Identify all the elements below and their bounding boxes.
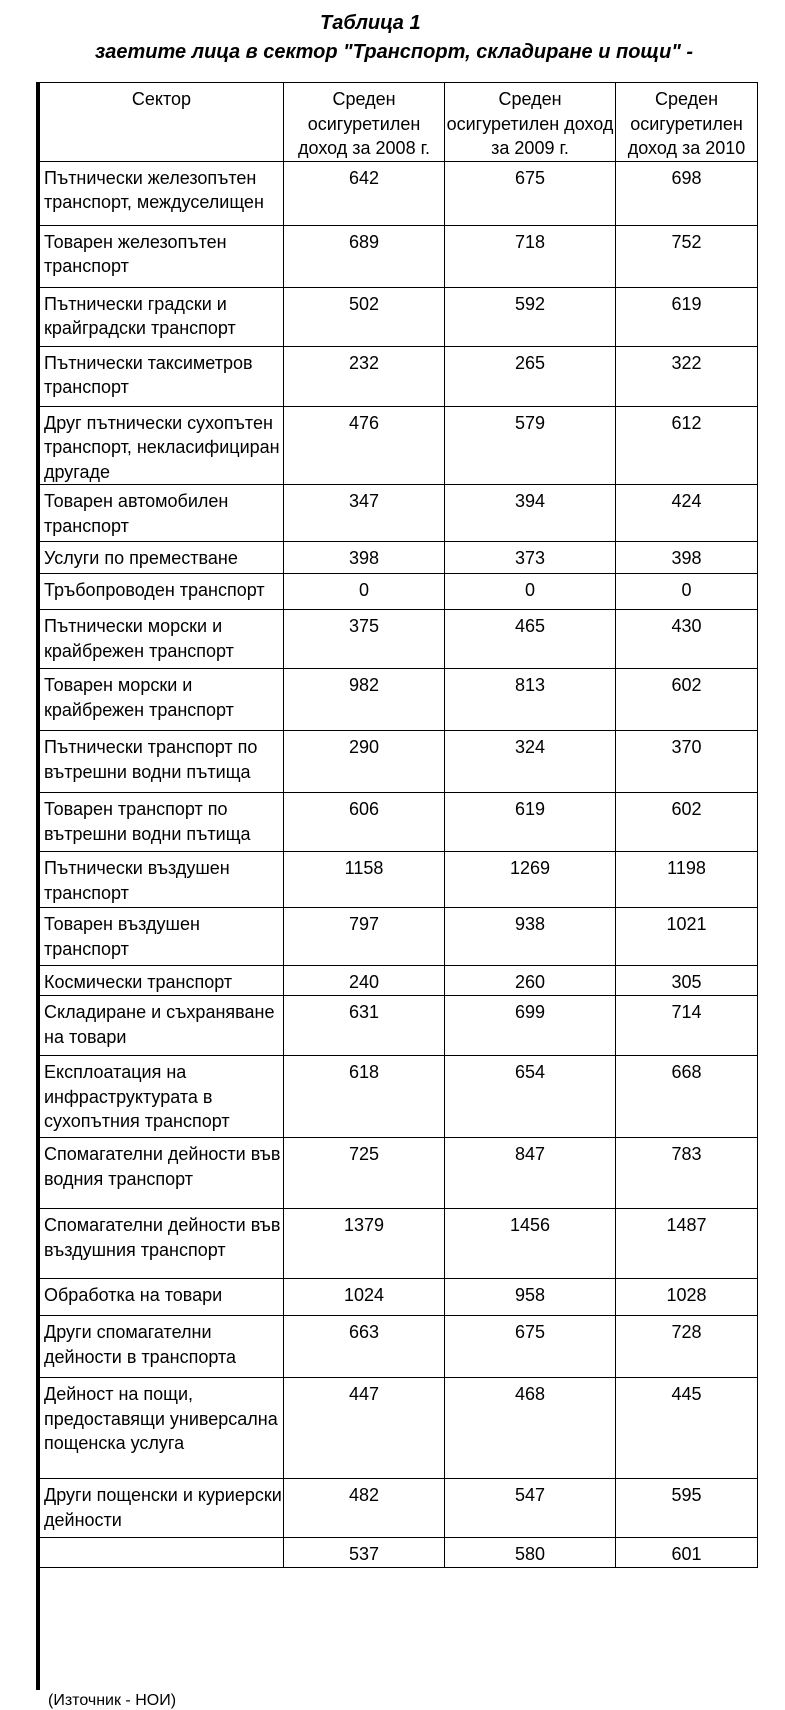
value-2010-cell: 728 — [616, 1316, 758, 1378]
table-row — [40, 161, 758, 225]
value-2009-cell: 579 — [445, 406, 616, 485]
value-2008-cell: 663 — [284, 1316, 445, 1378]
value-2010-cell: 619 — [616, 287, 758, 346]
value-2010-cell: 783 — [616, 1138, 758, 1209]
sector-cell: Товарен железопътен транспорт — [40, 225, 284, 287]
table-row — [40, 406, 758, 485]
sector-cell: Услуги по преместване — [40, 542, 284, 574]
sector-cell: Пътнически морски и крайбрежен транспорт — [40, 610, 284, 669]
value-2009-cell: 1269 — [445, 852, 616, 908]
header-2010: Среден осигуретилен доход за 2010 — [616, 83, 758, 162]
value-2010-cell: 698 — [616, 161, 758, 225]
sector-cell: Складиране и съхраняване на товари — [40, 996, 284, 1056]
table-title: Таблица 1 — [320, 12, 421, 34]
value-2010-cell: 1021 — [616, 908, 758, 966]
table-row — [40, 908, 758, 966]
header-row — [40, 83, 758, 162]
value-2009-cell: 265 — [445, 346, 616, 406]
totals-row — [40, 1538, 758, 1568]
value-2009-cell: 675 — [445, 1316, 616, 1378]
value-2009-cell: 465 — [445, 610, 616, 669]
value-2010-cell: 752 — [616, 225, 758, 287]
value-2009-cell: 699 — [445, 996, 616, 1056]
sector-cell: Товарен морски и крайбрежен транспорт — [40, 669, 284, 731]
value-2010-cell: 430 — [616, 610, 758, 669]
value-2008-cell: 797 — [284, 908, 445, 966]
value-2009-cell: 394 — [445, 485, 616, 542]
table-row — [40, 574, 758, 610]
sector-cell: Дейност на пощи, предоставящи универсална пощенска услуга — [40, 1378, 284, 1479]
value-2009-cell: 0 — [445, 574, 616, 610]
totals-label-cell — [40, 1538, 284, 1568]
value-2009-cell: 718 — [445, 225, 616, 287]
sector-cell: Пътнически градски и крайградски транспорт — [40, 287, 284, 346]
value-2009-cell: 373 — [445, 542, 616, 574]
table-row — [40, 610, 758, 669]
table-subtitle: заетите лица в сектор "Транспорт, складиране и пощи" - — [95, 41, 694, 63]
value-2008-cell: 606 — [284, 793, 445, 852]
table-row — [40, 542, 758, 574]
sector-cell: Товарен автомобилен транспорт — [40, 485, 284, 542]
table-row — [40, 1056, 758, 1138]
value-2010-cell: 398 — [616, 542, 758, 574]
value-2008-cell: 482 — [284, 1479, 445, 1538]
value-2010-cell: 1198 — [616, 852, 758, 908]
value-2010-cell: 668 — [616, 1056, 758, 1138]
value-2010-cell: 1028 — [616, 1279, 758, 1316]
value-2010-cell: 322 — [616, 346, 758, 406]
table-row — [40, 1279, 758, 1316]
value-2009-cell: 260 — [445, 966, 616, 996]
table-row — [40, 1378, 758, 1479]
value-2010-cell: 0 — [616, 574, 758, 610]
value-2008-cell: 631 — [284, 996, 445, 1056]
sector-cell: Пътнически железопътен транспорт, междуселищен — [40, 161, 284, 225]
sector-cell: Товарен транспорт по вътрешни водни пътища — [40, 793, 284, 852]
value-2008-cell: 398 — [284, 542, 445, 574]
value-2009-cell: 324 — [445, 731, 616, 793]
income-table — [39, 82, 758, 1568]
value-2010-cell: 595 — [616, 1479, 758, 1538]
sector-cell: Космически транспорт — [40, 966, 284, 996]
sector-cell: Пътнически въздушен транспорт — [40, 852, 284, 908]
value-2009-cell: 675 — [445, 161, 616, 225]
value-2009-cell: 619 — [445, 793, 616, 852]
value-2010-cell: 370 — [616, 731, 758, 793]
value-2009-cell: 592 — [445, 287, 616, 346]
total-2009-cell: 580 — [445, 1538, 616, 1568]
value-2008-cell: 618 — [284, 1056, 445, 1138]
table-row — [40, 346, 758, 406]
value-2010-cell: 714 — [616, 996, 758, 1056]
sector-cell: Пътнически транспорт по вътрешни водни пътища — [40, 731, 284, 793]
value-2009-cell: 813 — [445, 669, 616, 731]
table-row — [40, 1138, 758, 1209]
header-2008: Среден осигуретилен доход за 2008 г. — [284, 83, 445, 162]
header-2009: Среден осигуретилен доход за 2009 г. — [445, 83, 616, 162]
sector-cell: Друг пътнически сухопътен транспорт, некласифициран другаде — [40, 406, 284, 485]
table-row — [40, 852, 758, 908]
sector-cell: Товарен въздушен транспорт — [40, 908, 284, 966]
value-2008-cell: 982 — [284, 669, 445, 731]
sector-cell: Други пощенски и куриерски дейности — [40, 1479, 284, 1538]
value-2008-cell: 290 — [284, 731, 445, 793]
value-2008-cell: 689 — [284, 225, 445, 287]
value-2008-cell: 1379 — [284, 1209, 445, 1279]
sector-cell: Експлоатация на инфраструктурата в сухопътния транспорт — [40, 1056, 284, 1138]
value-2008-cell: 0 — [284, 574, 445, 610]
value-2010-cell: 424 — [616, 485, 758, 542]
table-row — [40, 225, 758, 287]
sector-cell: Тръбопроводен транспорт — [40, 574, 284, 610]
value-2009-cell: 547 — [445, 1479, 616, 1538]
table-row — [40, 966, 758, 996]
value-2008-cell: 240 — [284, 966, 445, 996]
value-2010-cell: 612 — [616, 406, 758, 485]
table-row — [40, 1316, 758, 1378]
total-2008-cell: 537 — [284, 1538, 445, 1568]
value-2008-cell: 375 — [284, 610, 445, 669]
value-2009-cell: 847 — [445, 1138, 616, 1209]
value-2008-cell: 1158 — [284, 852, 445, 908]
table-row — [40, 996, 758, 1056]
source-note: (Източник - НОИ) — [48, 1692, 177, 1709]
value-2008-cell: 347 — [284, 485, 445, 542]
value-2008-cell: 447 — [284, 1378, 445, 1479]
value-2009-cell: 1456 — [445, 1209, 616, 1279]
sector-cell: Спомагателни дейности във водния транспорт — [40, 1138, 284, 1209]
sector-cell: Обработка на товари — [40, 1279, 284, 1316]
value-2008-cell: 642 — [284, 161, 445, 225]
table-row — [40, 1209, 758, 1279]
header-sector: Сектор — [40, 83, 284, 162]
value-2010-cell: 602 — [616, 669, 758, 731]
table-row — [40, 731, 758, 793]
value-2008-cell: 476 — [284, 406, 445, 485]
sector-cell: Спомагателни дейности във въздушния транспорт — [40, 1209, 284, 1279]
value-2009-cell: 654 — [445, 1056, 616, 1138]
table-row — [40, 669, 758, 731]
table-row — [40, 793, 758, 852]
value-2009-cell: 938 — [445, 908, 616, 966]
sector-cell: Други спомагателни дейности в транспорта — [40, 1316, 284, 1378]
table-row — [40, 287, 758, 346]
value-2009-cell: 958 — [445, 1279, 616, 1316]
value-2009-cell: 468 — [445, 1378, 616, 1479]
sector-cell: Пътнически таксиметров транспорт — [40, 346, 284, 406]
value-2010-cell: 445 — [616, 1378, 758, 1479]
value-2008-cell: 502 — [284, 287, 445, 346]
total-2010-cell: 601 — [616, 1538, 758, 1568]
value-2010-cell: 305 — [616, 966, 758, 996]
table-row — [40, 485, 758, 542]
value-2008-cell: 725 — [284, 1138, 445, 1209]
value-2008-cell: 1024 — [284, 1279, 445, 1316]
table-row — [40, 1479, 758, 1538]
value-2010-cell: 1487 — [616, 1209, 758, 1279]
value-2010-cell: 602 — [616, 793, 758, 852]
value-2008-cell: 232 — [284, 346, 445, 406]
